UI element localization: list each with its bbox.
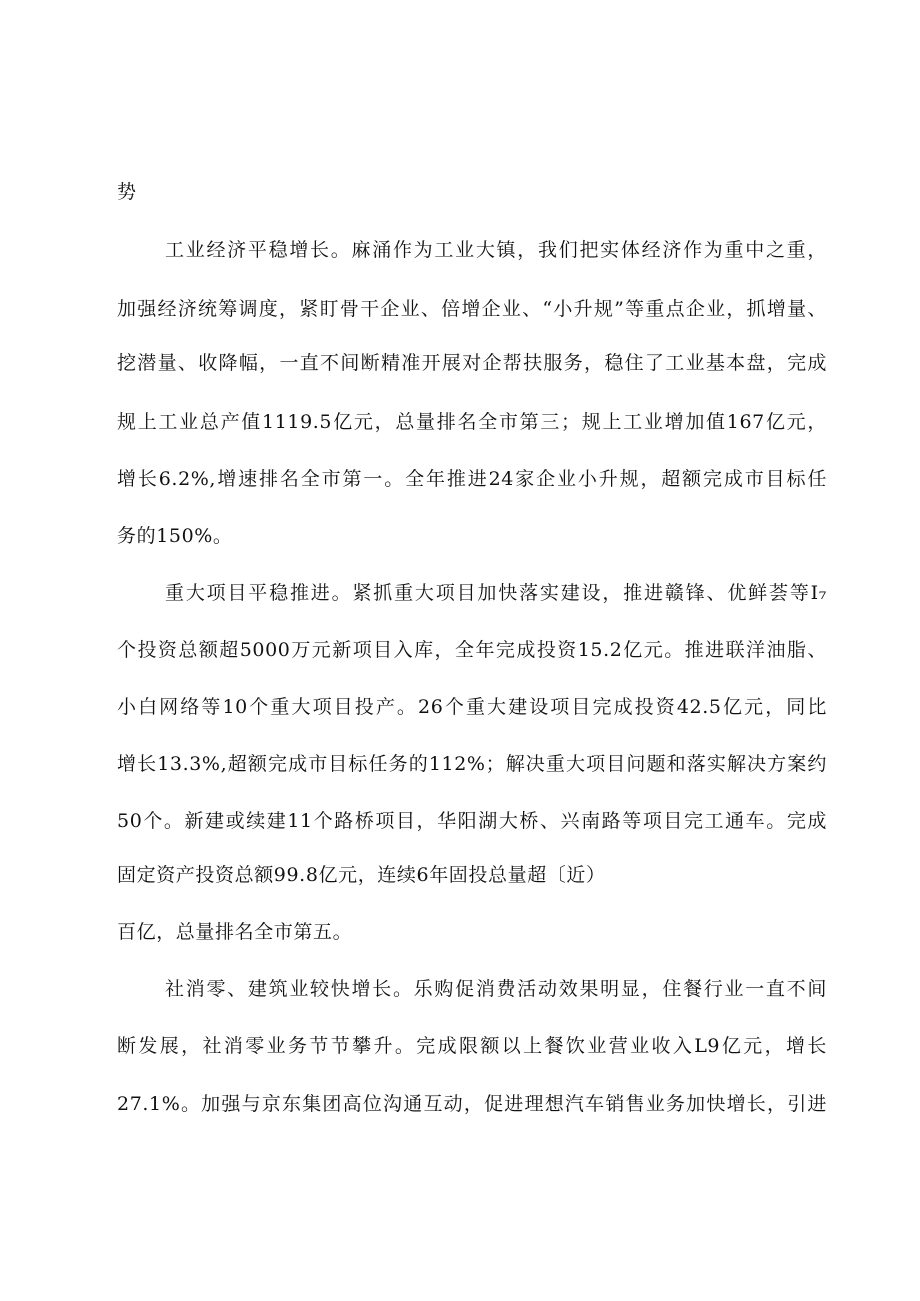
text-line: 势 (117, 181, 137, 203)
text-line: 固定资产投资总额99.8亿元，连续6年固投总量超〔近） (117, 864, 606, 886)
text-line: 挖潜量、收降幅，一直不间断精准开展对企帮扶服务，稳住了工业基本盘，完成 (117, 352, 827, 374)
paragraph-projects-start: 重大项目平稳推进。紧抓重大项目加快落实建设，推进赣锋、优鲜荟等I₇ (165, 582, 827, 604)
text-line: 务的150%。 (117, 525, 233, 547)
text-line: 50个。新建或续建11个路桥项目，华阳湖大桥、兴南路等项目完工通车。完成 (117, 810, 827, 832)
paragraph-consumption-start: 社消零、建筑业较快增长。乐购促消费活动效果明显，住餐行业一直不间 (165, 978, 827, 1000)
text-line: 增长6.2%,增速排名全市第一。全年推进24家企业小升规，超额完成市目标任 (117, 468, 827, 490)
paragraph-industrial-start: 工业经济平稳增长。麻涌作为工业大镇，我们把实体经济作为重中之重， (165, 239, 827, 261)
text-line: 加强经济统筹调度，紧盯骨干企业、倍增企业、“小升规”等重点企业，抓增量、 (117, 298, 827, 320)
text-line: 百亿，总量排名全市第五。 (117, 921, 353, 943)
text-line: 规上工业总产值1119.5亿元，总量排名全市第三；规上工业增加值167亿元， (117, 411, 827, 433)
text-line: 小白网络等10个重大项目投产。26个重大建设项目完成投资42.5亿元，同比 (117, 696, 827, 718)
text-line: 增长13.3%,超额完成市目标任务的112%；解决重大项目问题和落实解决方案约 (117, 753, 827, 775)
text-line: 断发展，社消零业务节节攀升。完成限额以上餐饮业营业收入L9亿元，增长 (117, 1035, 827, 1057)
text-line: 个投资总额超5000万元新项目入库，全年完成投资15.2亿元。推进联洋油脂、 (117, 639, 827, 661)
text-line: 27.1%。加强与京东集团高位沟通互动，促进理想汽车销售业务加快增长，引进 (117, 1093, 827, 1115)
